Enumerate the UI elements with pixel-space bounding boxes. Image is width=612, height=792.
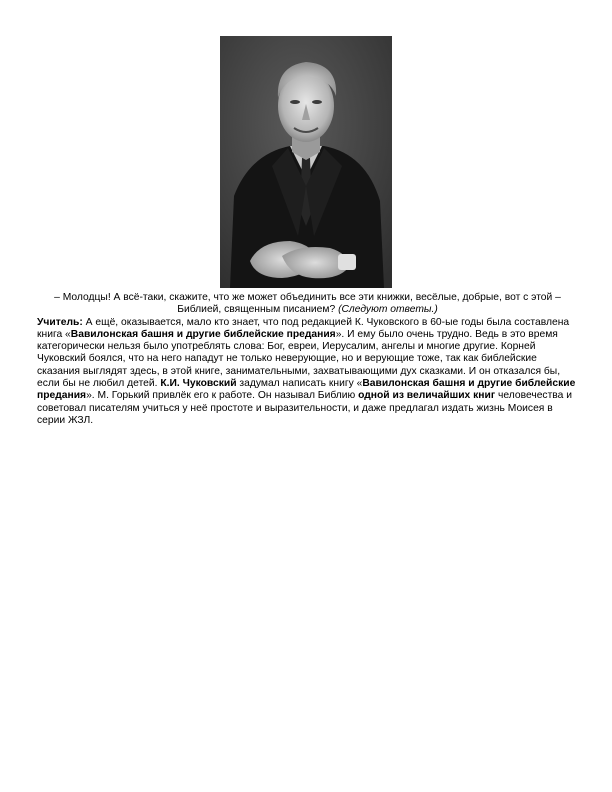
- text-segment: задумал написать книгу «: [236, 378, 363, 390]
- emphasis-phrase: одной из величайших книг: [358, 390, 496, 402]
- book-title: Вавилонская башня и другие библейские предания: [37, 378, 576, 402]
- article-text: [37, 292, 578, 427]
- author-name: К.И. Чуковский: [160, 378, 237, 390]
- question-text: – Молодцы! А всё-таки, скажите, что же может объединить все эти книжки, весёлые, добрые, вот с этой – Библией, священным писанием?: [54, 292, 561, 316]
- paragraph-question: [37, 292, 578, 317]
- text-segment: ». И ему было очень трудно. Ведь в это время категорически нельзя было употреблять слова: Бог, евреи, Иерусалим, ангелы и многие другие. Корней Чуковский боялся, что на него нападут не только неверующие, но и верующие тоже, так как библейские сказания выглядят здесь, в этой книге, занимательными, захватывающими дух сказками. И он отказался бы, если бы не любил детей.: [37, 328, 561, 390]
- portrait-photo: [220, 36, 392, 288]
- text-segment: ». М. Горький привлёк его к работе. Он называл Библию: [86, 390, 359, 402]
- portrait-image: [220, 36, 392, 288]
- speaker-label: Учитель:: [37, 316, 83, 328]
- book-title: Вавилонская башня и другие библейские предания: [70, 328, 336, 340]
- text-segment: человечества и советовал писателям учиться у неё простоте и выразительности, и даже предлагал издать жизнь Моисея в серии ЖЗЛ.: [37, 390, 572, 426]
- stage-direction: (Следуют ответы.): [338, 304, 438, 316]
- text-segment: А ещё, оказывается, мало кто знает, что под редакцией К. Чуковского в 60-ые годы была составлена книга «: [37, 316, 570, 340]
- paragraph-teacher: [37, 317, 578, 428]
